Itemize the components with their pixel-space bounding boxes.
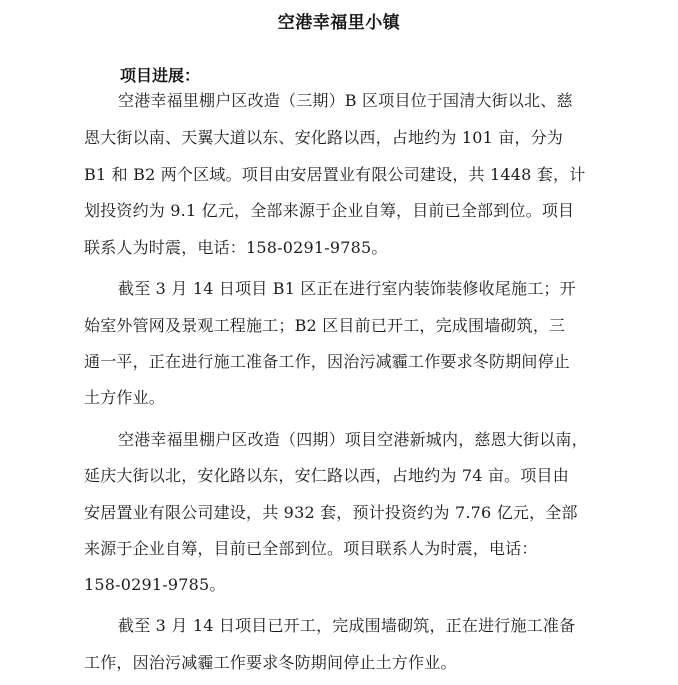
paragraph-line: 来源于企业自筹，目前已全部到位。项目联系人为时震，电话： [84,539,538,558]
paragraph-line: 截至 3 月 14 日项目 B1 区正在进行室内装饰装修收尾施工；开 [118,279,576,298]
paragraph-line: 空港幸福里棚户区改造（三期）B 区项目位于国清大街以北、慈 [118,91,573,110]
paragraph-line: 延庆大街以北，安化路以东，安仁路以西，占地约为 74 亩。项目由 [84,466,569,485]
paragraph-line: 空港幸福里棚户区改造（四期）项目空港新城内，慈恩大街以南， [118,430,588,449]
paragraph-line: 恩大街以南、天翼大道以东、安化路以西，占地约为 101 亩，分为 [84,128,564,147]
document-title: 空港幸福里小镇 [277,13,401,33]
paragraph-line: 安居置业有限公司建设，共 932 套，预计投资约为 7.76 亿元，全部 [84,503,578,522]
paragraph-line: 联系人为时震，电话：158-0291-9785。 [84,238,388,257]
paragraph-line: 截至 3 月 14 日项目已开工，完成围墙砌筑，正在进行施工准备 [118,616,576,635]
paragraph-line: 工作，因治污减霾工作要求冬防期间停止土方作业。 [84,653,457,672]
paragraph-line: 划投资约为 9.1 亿元，全部来源于企业自筹，目前已全部到位。项目 [84,201,575,220]
paragraph-line: 始室外管网及景观工程施工；B2 区目前已开工，完成围墙砌筑，三 [84,316,566,335]
paragraph-line: 通一平，正在进行施工准备工作，因治污减霾工作要求冬防期间停止 [84,352,571,371]
paragraph-line: B1 和 B2 两个区域。项目由安居置业有限公司建设，共 1448 套，计 [84,165,586,184]
paragraph-line: 土方作业。 [84,388,166,407]
section-heading: 项目进展： [120,66,201,85]
paragraph-line: 158-0291-9785。 [84,575,226,594]
